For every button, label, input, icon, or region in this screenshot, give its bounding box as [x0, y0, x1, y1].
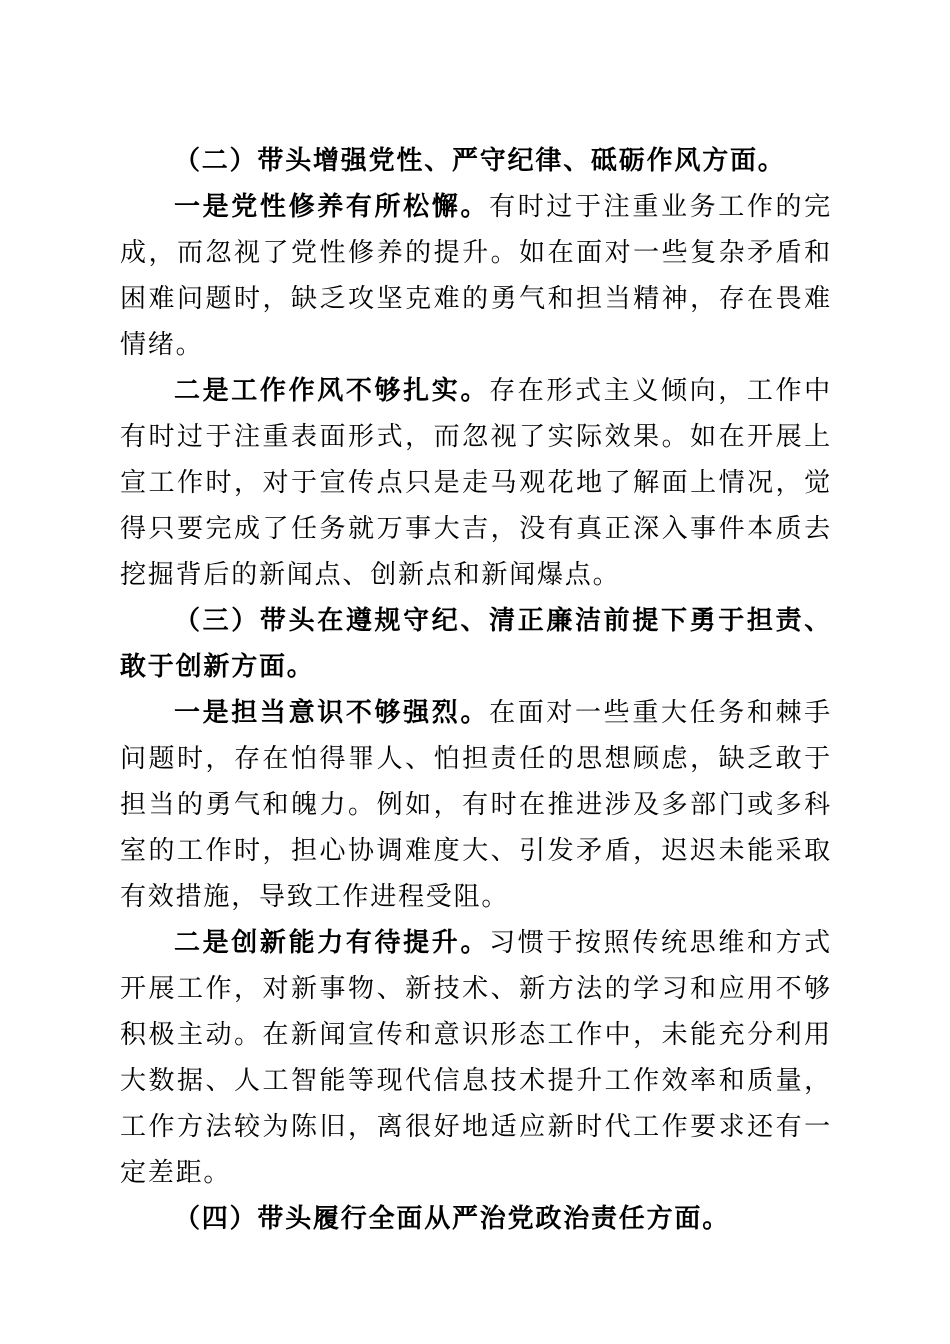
document-body [120, 138, 832, 1242]
section-heading-2: （二）带头增强党性、严守纪律、砥砺作风方面。 [174, 146, 786, 176]
paragraph-lead: 一是担当意识不够强烈。 [174, 698, 490, 728]
paragraph-responsibility [120, 690, 832, 920]
paragraph-text: 存在形式主义倾向，工作中有时过于注重表面形式，而忽视了实际效果。如在开展上宣工作时，对于宣传点只是走马观花地了解面上情况，觉得只要完成了任务就万事大吉，没有真正深入事件本质去挖掘背后的新闻点、创新点和新闻爆点。 [120, 376, 832, 590]
paragraph-text: 在面对一些重大任务和棘手问题时，存在怕得罪人、怕担责任的思想顾虑，缺乏敢于担当的勇气和魄力。例如，有时在推进涉及多部门或多科室的工作时，担心协调难度大、引发矛盾，迟迟未能采取有效措施，导致工作进程受阻。 [120, 698, 832, 912]
paragraph-lead: 二是创新能力有待提升。 [174, 928, 490, 958]
paragraph-text: 习惯于按照传统思维和方式开展工作，对新事物、新技术、新方法的学习和应用不够积极主动。在新闻宣传和意识形态工作中，未能充分利用大数据、人工智能等现代信息技术提升工作效率和质量，工作方法较为陈旧，离很好地适应新时代工作要求还有一定差距。 [120, 928, 832, 1188]
section-heading-3: （三）带头在遵规守纪、清正廉洁前提下勇于担责、敢于创新方面。 [120, 606, 832, 682]
paragraph-lead: 二是工作作风不够扎实。 [174, 376, 490, 406]
paragraph-lead: 一是党性修养有所松懈。 [174, 192, 490, 222]
paragraph-text: 有时过于注重业务工作的完成，而忽视了党性修养的提升。如在面对一些复杂矛盾和困难问题时，缺乏攻坚克难的勇气和担当精神，存在畏难情绪。 [120, 192, 832, 360]
paragraph-party-spirit [120, 184, 832, 368]
paragraph-work-style [120, 368, 832, 598]
section-heading-4: （四）带头履行全面从严治党政治责任方面。 [174, 1204, 731, 1234]
paragraph-innovation [120, 920, 832, 1196]
